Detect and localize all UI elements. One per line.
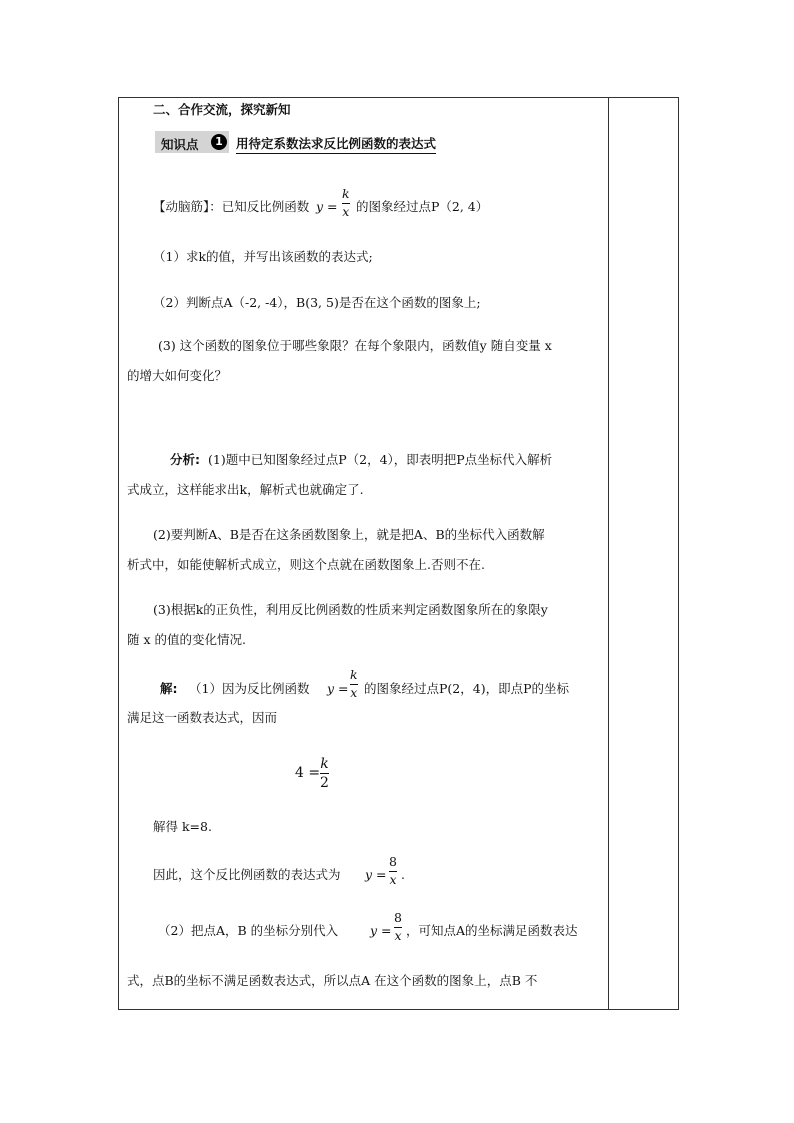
solution-label: 解: — [160, 681, 178, 696]
knowledge-point-title: 用待定系数法求反比例函数的表达式 — [236, 134, 436, 154]
analysis-3-line-2: 随 x 的值的变化情况. — [127, 632, 246, 647]
problem-fraction — [342, 188, 350, 218]
solution-line-1-prefix: （1）因为反比例函数 — [189, 681, 310, 696]
part-2-line-2: 式，点B的坐标不满足函数表达式，所以点A 在这个函数的图象上，点B 不 — [127, 973, 538, 988]
result-prefix: 因此，这个反比例函数的表达式为 — [153, 867, 341, 882]
part-2-suffix: ，可知点A的坐标满足函数表达 — [406, 923, 578, 938]
problem-y-eq: y = — [316, 199, 338, 214]
fraction-numerator: 8 — [389, 854, 397, 869]
analysis-label: 分析: — [170, 452, 200, 467]
question-2: （2）判断点A（-2, -4），B(3, 5)是否在这个函数的图象上; — [153, 295, 481, 310]
knowledge-point-label: 知识点 — [161, 137, 199, 152]
analysis-1-line-2: 式成立，这样能求出k，解析式也就确定了. — [127, 482, 364, 497]
analysis-3-line-1: (3)根据k的正负性，利用反比例函数的性质来判定函数图象所在的象限y — [153, 602, 548, 617]
fraction-denominator: x — [342, 203, 350, 219]
fraction-bar — [320, 773, 329, 774]
result-fraction — [389, 856, 397, 886]
fraction-numerator: k — [320, 756, 329, 772]
analysis-1-line-1: (1)题中已知图象经过点P（2，4），即表明把P点坐标代入解析 — [208, 452, 553, 467]
result-y-eq: y = — [365, 867, 387, 882]
problem-prefix: 【动脑筋】：已知反比例函数 — [153, 199, 310, 214]
section-title: 二、合作交流，探究新知 — [153, 102, 291, 117]
fraction-numerator: k — [342, 186, 350, 201]
fraction-denominator: x — [389, 871, 397, 887]
analysis-2-line-2: 析式中，如能使解析式成立，则这个点就在函数图象上.否则不在. — [127, 557, 485, 572]
equation-lhs: 4 = — [295, 765, 321, 781]
part-2-y-eq: y = — [370, 923, 392, 938]
problem-suffix: 的图象经过点P（2, 4） — [356, 199, 489, 214]
analysis-2-line-1: (2)要判断A、B是否在这条函数图象上，就是把A、B的坐标代入函数解 — [153, 527, 545, 542]
solution-fraction — [350, 669, 358, 699]
solution-y-eq: y = — [327, 681, 349, 696]
number-one-icon: 1 — [211, 134, 227, 150]
result-end: . — [401, 867, 405, 882]
question-3-line-1: (3) 这个函数的图象位于哪些象限？在每个象限内，函数值y 随自变量 x — [158, 338, 552, 353]
question-1: （1）求k的值，并写出该函数的表达式; — [153, 249, 373, 264]
part-2-prefix: （2）把点A，B 的坐标分别代入 — [158, 923, 339, 938]
solution-line-2: 满足这一函数表达式，因而 — [127, 710, 278, 725]
question-3-line-2: 的增大如何变化？ — [127, 368, 228, 383]
fraction-denominator: x — [394, 927, 402, 943]
fraction-denominator: 2 — [320, 775, 329, 791]
fraction-numerator: 8 — [394, 910, 402, 925]
fraction-numerator: k — [350, 667, 358, 682]
part-2-fraction — [394, 912, 402, 942]
solve-result: 解得 k=8. — [153, 819, 212, 834]
knowledge-point-badge — [155, 131, 229, 153]
solution-line-1-suffix: 的图象经过点P(2，4)，即点P的坐标 — [364, 681, 569, 696]
equation-fraction — [320, 757, 329, 790]
column-divider — [608, 98, 609, 1009]
fraction-denominator: x — [350, 684, 358, 700]
